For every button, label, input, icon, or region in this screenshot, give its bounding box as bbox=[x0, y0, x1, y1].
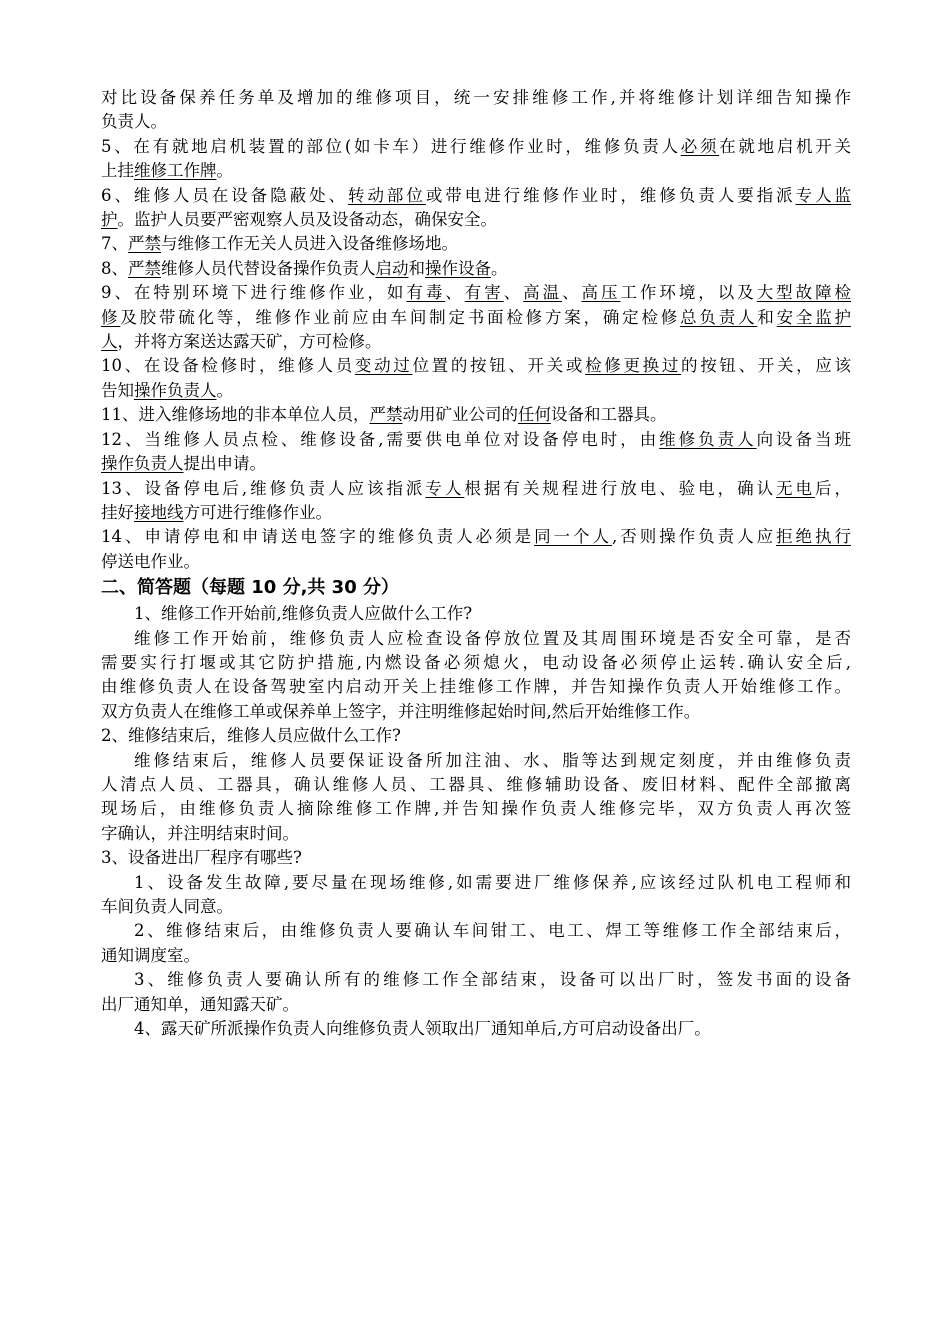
document-page bbox=[101, 86, 851, 1041]
text-span: 及胶带硫化等，维修作业前应由车间制定书面检修方案，确定检修 bbox=[120, 307, 681, 327]
text-span: 5、在有就地启机装置的部位(如卡车）进行维修作业时，维修负责人 bbox=[101, 136, 681, 156]
answer-3-item-2-cont: 通知调度室。 bbox=[101, 945, 200, 965]
text-span: 根据有关规程进行放电、验电，确认 bbox=[464, 478, 777, 498]
list-item-7 bbox=[101, 232, 851, 256]
text-span: 设备和工器具。 bbox=[551, 405, 667, 425]
section-heading: 二、简答题（每题 10 分,共 30 分） bbox=[101, 577, 400, 599]
question-2: 2、维修结束后，维修人员应做什么工作? bbox=[101, 726, 401, 746]
underlined-answer: 高温 bbox=[523, 283, 563, 303]
text-span: 14、申请停电和申请送电签字的维修负责人必须是 bbox=[101, 527, 535, 547]
list-item-11 bbox=[101, 403, 851, 427]
answer-3-item-3-cont: 出厂通知单，通知露天矿。 bbox=[101, 994, 299, 1014]
text-span: 停送电作业。 bbox=[101, 551, 200, 571]
text-span: 负责人。 bbox=[101, 112, 167, 132]
question-1: 1、维修工作开始前,维修负责人应做什么工作? bbox=[134, 604, 473, 624]
underlined-answer: 转动部位 bbox=[348, 185, 426, 205]
text-span: 向设备当班 bbox=[756, 429, 851, 449]
answer-2-line: 维修结束后，维修人员要保证设备所加注油、水、脂等达到规定刻度，并由维修负责 bbox=[134, 750, 851, 770]
list-item-9 bbox=[101, 281, 851, 305]
text-span: 和 bbox=[757, 307, 777, 327]
list-item-14-cont bbox=[101, 550, 851, 574]
list-item-6-cont bbox=[101, 208, 851, 232]
underlined-answer: 严禁 bbox=[128, 258, 161, 278]
underlined-answer: 操作负责人 bbox=[134, 380, 217, 400]
underlined-answer: 维修工作牌 bbox=[134, 161, 217, 181]
list-item-10 bbox=[101, 354, 851, 378]
text-span: 和 bbox=[408, 258, 425, 278]
underlined-answer: 大型故障检 bbox=[756, 283, 852, 303]
underlined-answer: 操作设备 bbox=[425, 258, 491, 278]
list-item-6 bbox=[101, 184, 851, 208]
text-span: 工作环境，以及 bbox=[620, 283, 757, 303]
text-line bbox=[101, 86, 851, 110]
text-span: 挂好 bbox=[101, 502, 134, 522]
underlined-answer: 修 bbox=[101, 307, 121, 327]
text-span: 、 bbox=[562, 283, 582, 303]
text-span: 。 bbox=[491, 258, 508, 278]
underlined-answer: 拒绝执行 bbox=[776, 527, 852, 547]
text-span: 告知 bbox=[101, 380, 134, 400]
underlined-answer: 同一个人 bbox=[534, 527, 612, 547]
answer-2-line: 现场后，由维修负责人摘除维修工作牌,并告知操作负责人维修完毕，双方负责人再次签 bbox=[101, 799, 851, 819]
text-span: 。 bbox=[216, 380, 233, 400]
text-span: 10、在设备检修时，维修人员 bbox=[101, 356, 355, 376]
list-item-10-cont bbox=[101, 379, 851, 403]
underlined-answer: 有害 bbox=[464, 283, 504, 303]
underlined-answer: 严禁 bbox=[369, 405, 403, 425]
text-span: 。监护人员要严密观察人员及设备动态，确保安全。 bbox=[117, 210, 497, 230]
list-item-12 bbox=[101, 428, 851, 452]
answer-1-line: 需要实行打堰或其它防护措施,内燃设备必须熄火，电动设备必须停止运转.确认安全后, bbox=[101, 652, 851, 672]
text-span: 提出申请。 bbox=[183, 454, 266, 474]
answer-3-item-2: 2、维修结束后，由维修负责人要确认车间钳工、电工、焊工等维修工作全部结束后， bbox=[134, 921, 851, 941]
underlined-answer: 检修更换过 bbox=[585, 356, 682, 376]
text-span: 方可进行维修作业。 bbox=[183, 502, 332, 522]
text-span: 8、 bbox=[101, 258, 128, 278]
answer-2-line: 字确认，并注明结束时间。 bbox=[101, 823, 299, 843]
underlined-answer: 专人 bbox=[425, 478, 465, 498]
text-span: 位置的按钮、开关或 bbox=[412, 356, 586, 376]
text-line bbox=[101, 110, 851, 134]
text-span: 9、在特别环境下进行维修作业，如 bbox=[101, 283, 407, 303]
underlined-answer: 接地线 bbox=[134, 502, 184, 522]
underlined-answer: 总负责人 bbox=[680, 307, 758, 327]
text-span: 12、当维修人员点检、维修设备,需要供电单位对设备停电时，由 bbox=[101, 429, 660, 449]
question-3: 3、设备进出厂程序有哪些? bbox=[101, 848, 302, 868]
text-span: 。 bbox=[216, 161, 233, 181]
text-span: 6、维修人员在设备隐蔽处、 bbox=[101, 185, 348, 205]
answer-3-item-1: 1、设备发生故障,要尽量在现场维修,如需要进厂维修保养,应该经过队机电工程师和 bbox=[134, 872, 851, 892]
text-span: 后， bbox=[815, 478, 852, 498]
underlined-answer: 无电 bbox=[776, 478, 816, 498]
answer-1-line: 双方负责人在维修工单或保养单上签字，并注明维修起始时间,然后开始维修工作。 bbox=[101, 701, 701, 721]
list-item-14 bbox=[101, 525, 851, 549]
underlined-answer: 严禁 bbox=[128, 234, 161, 254]
text-span: 13、设备停电后,维修负责人应该指派 bbox=[101, 478, 426, 498]
text-span: ，并将方案送达露天矿，方可检修。 bbox=[117, 332, 382, 352]
underlined-answer: 维修负责人 bbox=[659, 429, 757, 449]
underlined-answer: 专人监 bbox=[795, 185, 852, 205]
list-item-5 bbox=[101, 135, 851, 159]
text-span: 、 bbox=[445, 283, 465, 303]
list-item-9-cont2 bbox=[101, 330, 851, 354]
list-item-13-cont bbox=[101, 501, 851, 525]
text-span: 动用矿业公司的 bbox=[402, 405, 518, 425]
text-span: 与维修工作无关人员进入设备维修场地。 bbox=[161, 234, 458, 254]
underlined-answer: 操作负责人 bbox=[101, 454, 184, 474]
answer-3-item-4: 4、露天矿所派操作负责人向维修负责人领取出厂通知单后,方可启动设备出厂。 bbox=[134, 1019, 711, 1039]
text-span: ,否则操作负责人应 bbox=[611, 527, 777, 547]
underlined-answer: 人 bbox=[101, 332, 118, 352]
underlined-answer: 有毒 bbox=[406, 283, 446, 303]
text-span: 的按钮、开关，应该 bbox=[681, 356, 852, 376]
text-span: 7、 bbox=[101, 234, 128, 254]
answer-3-item-3: 3、维修负责人要确认所有的维修工作全部结束，设备可以出厂时，签发书面的设备 bbox=[134, 970, 851, 990]
answer-2-line: 人清点人员、工器具，确认维修人员、工器具、维修辅助设备、废旧材料、配件全部撤离 bbox=[101, 774, 851, 794]
list-item-8 bbox=[101, 257, 851, 281]
text-span: 、 bbox=[503, 283, 524, 303]
answer-3-item-1-cont: 车间负责人同意。 bbox=[101, 897, 233, 916]
answer-1-line: 由维修负责人在设备驾驶室内启动开关上挂维修工作牌，并告知操作负责人开始维修工作。 bbox=[101, 677, 851, 697]
list-item-13 bbox=[101, 477, 851, 501]
text-span: 对比设备保养任务单及增加的维修项目，统一安排维修工作,并将维修计划详细告知操作 bbox=[101, 88, 851, 107]
text-span: 11、进入维修场地的非本单位人员， bbox=[101, 405, 370, 425]
underlined-answer: 启动 bbox=[375, 258, 409, 278]
underlined-answer: 任何 bbox=[518, 405, 551, 425]
list-item-5-cont bbox=[101, 159, 851, 183]
list-item-9-cont bbox=[101, 306, 851, 330]
underlined-answer: 安全监护 bbox=[776, 307, 852, 327]
underlined-answer: 高压 bbox=[581, 283, 621, 303]
text-span: 或带电进行维修作业时，维修负责人要指派 bbox=[425, 185, 796, 205]
underlined-answer: 必须 bbox=[680, 136, 720, 156]
text-span: 在就地启机开关 bbox=[719, 136, 852, 156]
answer-1-line: 维修工作开始前，维修负责人应检查设备停放位置及其周围环境是否安全可靠，是否 bbox=[134, 628, 851, 648]
underlined-answer: 护 bbox=[101, 210, 118, 230]
text-span: 维修人员代替设备操作负责人 bbox=[161, 258, 376, 278]
list-item-12-cont bbox=[101, 452, 851, 476]
text-span: 上挂 bbox=[101, 161, 134, 181]
underlined-answer: 变动过 bbox=[354, 356, 413, 376]
